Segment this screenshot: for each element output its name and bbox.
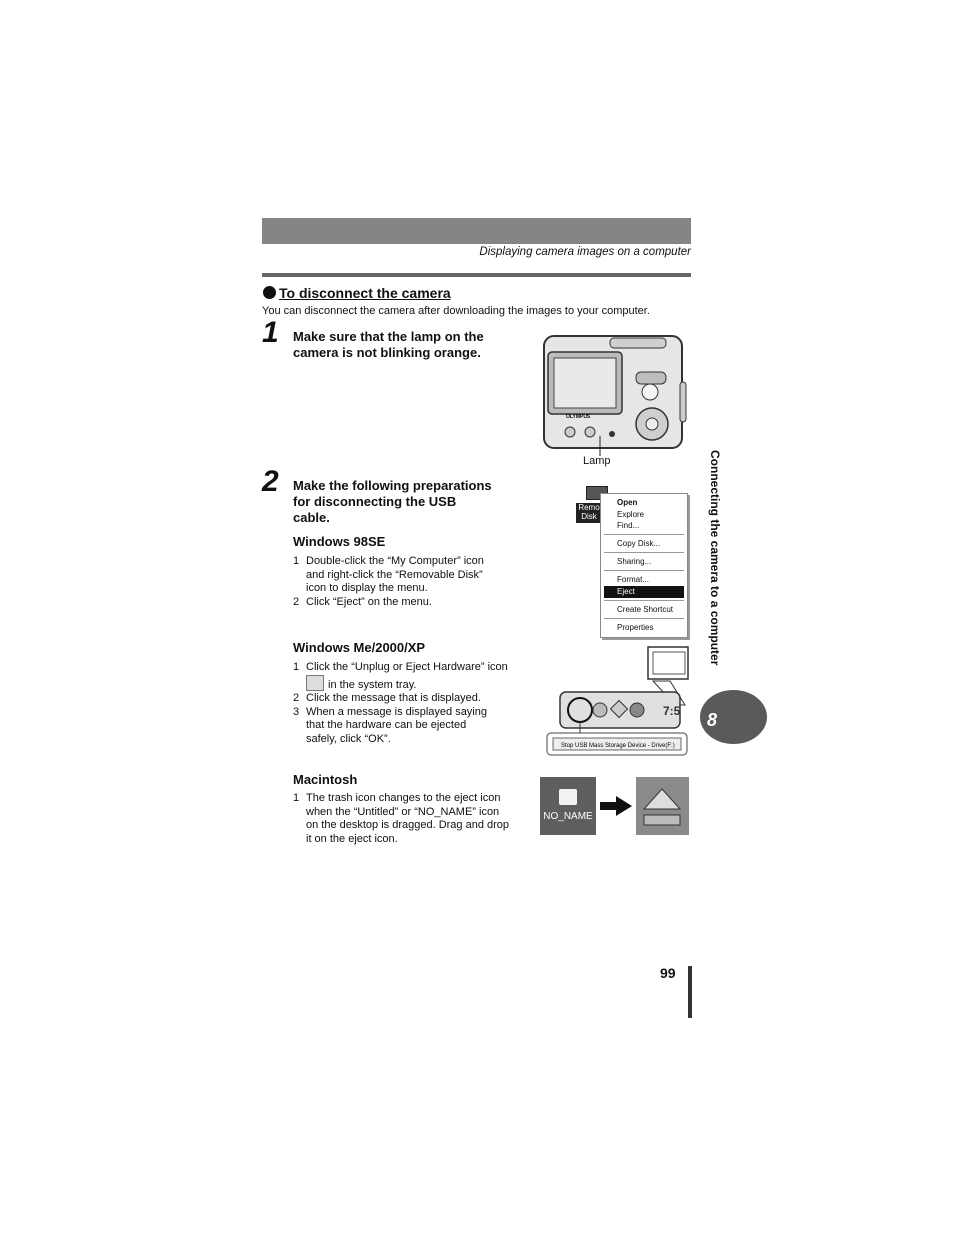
winme-list [293, 661, 518, 746]
step-1-number: 1 [262, 316, 279, 349]
step-2-line: Make the following preparations [293, 478, 492, 493]
menu-separator [604, 570, 684, 571]
mac-list [293, 792, 518, 846]
disk-label: NO_NAME [543, 811, 593, 822]
header-caption: Displaying camera images on a computer [479, 246, 691, 258]
bullet-icon [263, 286, 276, 299]
winme-heading: Windows Me/2000/XP [293, 640, 426, 655]
chapter-number: 8 [707, 710, 718, 730]
win98-heading: Windows 98SE [293, 534, 386, 549]
menu-item-create-shortcut[interactable]: Create Shortcut [617, 605, 674, 614]
header-bar [262, 218, 691, 244]
step-1-line: Make sure that the lamp on the [293, 329, 484, 344]
tray-time: 7:5 [663, 704, 681, 718]
context-menu [600, 493, 688, 638]
menu-item-properties[interactable]: Properties [617, 623, 654, 632]
step-2-text [293, 478, 492, 526]
eject-tile [636, 777, 689, 835]
disk-icon [559, 789, 577, 805]
step-1-text [293, 329, 484, 361]
eject-icon [636, 777, 689, 835]
menu-separator [604, 552, 684, 553]
menu-highlight [604, 586, 684, 598]
menu-separator [604, 534, 684, 535]
list-item: 1 The trash icon changes to the eject icon when the “Untitled” or “NO_NAME” icon on the desktop is dragged. Drag and drop it on the eject icon. [293, 792, 510, 845]
chapter-title: Connecting the camera to a computer [708, 450, 722, 666]
list-item: 3 When a message is displayed saying that the hardware can be ejected safely, click “OK”. [293, 705, 487, 745]
chapter-side-tab [700, 450, 728, 700]
menu-separator [604, 600, 684, 601]
step-2-line: for disconnecting the USB [293, 494, 457, 509]
intro-text: You can disconnect the camera after downloading the images to your computer. [262, 305, 650, 317]
step-2-number: 2 [262, 465, 279, 498]
menu-item-copy-disk[interactable]: Copy Disk... [617, 539, 661, 548]
page-number-bar [688, 966, 692, 1018]
unplug-hardware-icon [306, 675, 324, 691]
section-title-text: To disconnect the camera [279, 285, 451, 301]
tray-message[interactable]: Stop USB Mass Storage Device - Drive(F:) [561, 743, 675, 749]
win98-list [293, 555, 518, 609]
section-title [263, 285, 451, 301]
menu-separator [604, 618, 684, 619]
mac-heading: Macintosh [293, 772, 358, 787]
page-number: 99 [660, 965, 676, 981]
lamp-caption: Lamp [583, 455, 611, 467]
arrow-right-icon [600, 796, 632, 816]
camera-illustration [540, 332, 690, 457]
step-2-line: cable. [293, 510, 330, 525]
list-item: 2 Click “Eject” on the menu. [293, 595, 432, 608]
menu-item-format[interactable]: Format... [617, 575, 650, 584]
list-item: 1 Click the “Unplug or Eject Hardware” icon in the system tray. [293, 661, 508, 691]
menu-item-explore[interactable]: Explore [617, 510, 645, 519]
menu-item-open[interactable]: Open [617, 498, 638, 507]
header-rule [262, 273, 691, 277]
menu-item-eject[interactable]: Eject [617, 587, 635, 596]
list-item: 1 Double-click the “My Computer” icon and right-click the “Removable Disk” icon to display the menu. [293, 555, 484, 594]
no-name-disk-tile [540, 777, 596, 835]
menu-item-sharing[interactable]: Sharing... [617, 557, 652, 566]
system-tray-illustration [545, 645, 690, 760]
removable-disk-label: Remo Disk [576, 503, 602, 523]
list-item: 2 Click the message that is displayed. [293, 692, 481, 704]
camera-brand: OLYMPUS [566, 414, 591, 420]
menu-item-find[interactable]: Find... [617, 521, 640, 530]
step-1-line: camera is not blinking orange. [293, 345, 481, 360]
